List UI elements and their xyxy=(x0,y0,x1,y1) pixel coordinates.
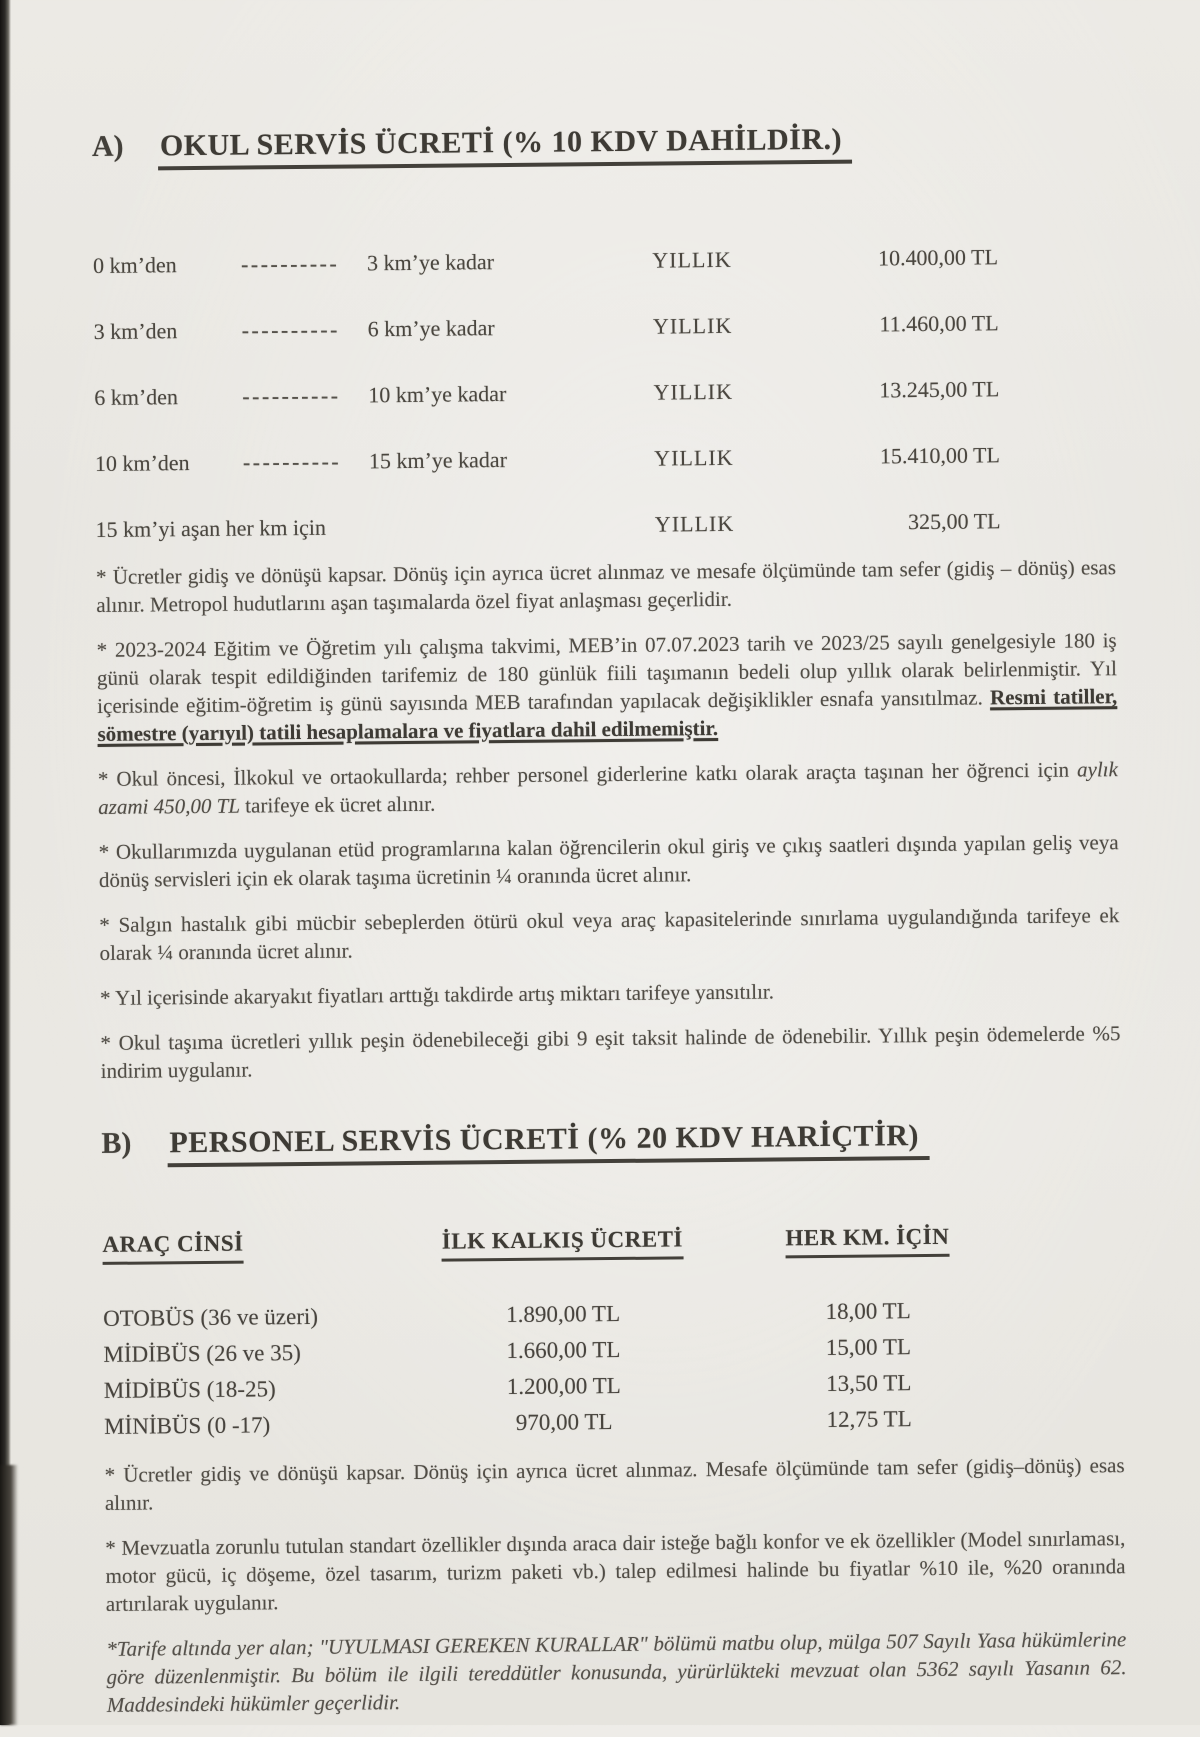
per-km-fee: 12,75 TL xyxy=(826,1406,912,1432)
distance-to: 10 km’ye kadar xyxy=(368,381,507,408)
vehicle-type: MİDİBÜS (26 ve 35) xyxy=(103,1340,301,1367)
dash-separator: ---------- xyxy=(242,382,341,409)
price-value: 11.460,00 TL xyxy=(879,310,999,337)
price-value: 325,00 TL xyxy=(907,508,1001,535)
school-fee-table xyxy=(93,242,1001,545)
vehicle-type-header: ARAÇ CİNSİ xyxy=(102,1227,402,1265)
price-value: 10.400,00 TL xyxy=(877,244,999,271)
note-a6: * Yıl içerisinde akaryakıt fiyatları arttığı takdirde artış miktarı tarifeye yansıtılır. xyxy=(99,979,775,1010)
per-km-fee: 18,00 TL xyxy=(825,1298,911,1324)
distance-from: 6 km’den xyxy=(94,384,179,410)
distance-to: 6 km’ye kadar xyxy=(367,315,495,342)
note-a7: * Okul taşıma ücretleri yıllık peşin ödenebileceği gibi 9 eşit taksit halinde de ödenebilir. Yıllık peşin ödemelerde %5 indirim uygulanır. xyxy=(100,1021,1121,1083)
distance-from: 3 km’den xyxy=(93,318,178,344)
price-value: 15.410,00 TL xyxy=(879,442,1000,469)
note-a5: * Salgın hastalık gibi mücbir sebeplerden ötürü okul veya araç kapasitelerinde sınırlama uygulandığında tarifeye ek olarak ¼ oranında ücret alınır. xyxy=(99,903,1120,965)
note-b2: * Mevzuatla zorunlu tutulan standart özellikler dışında araca dair isteğe bağlı konfor ve ek özellikler (Model sınırlaması, motor gücü, iç döşeme, özel tasarım, turizm paketi vb.) talep edilmesi halinde bu fiyatlar %10 ile, %20 oranında artırılarak uygulanır. xyxy=(105,1526,1126,1616)
distance-from: 0 km’den xyxy=(92,252,177,278)
section-a-heading xyxy=(92,120,1112,171)
vehicle-type: MİNİBÜS (0 -17) xyxy=(104,1412,271,1439)
first-departure-fee: 1.660,00 TL xyxy=(506,1336,621,1364)
note-b1: * Ücretler gidiş ve dönüşü kapsar. Dönüş için ayrıca ücret alınmaz. Mesafe ölçümünde tam sefer (gidiş–dönüş) esas alınır. xyxy=(104,1453,1125,1515)
note-b3: *Tarife altında yer alan; "UYULMASI GEREKEN KURALLAR" bölümü matbu olup, mülga 507 Sayılı Yasa hükümlerine göre düzenlenmiştir. Bu bölüm ile ilgili tereddütler konusunda, yürürlükteki mevzuat olan 5362 sayılı Yasanın 62. Maddesindeki hükümler geçerlidir. xyxy=(106,1627,1127,1717)
distance-from: 15 km’yi aşan her km için xyxy=(95,514,326,542)
note-a1: * Ücretler gidiş ve dönüşü kapsar. Dönüş için ayrıca ücret alınmaz ve mesafe ölçümünde tam sefer (gidiş – dönüş) esas alınır. Metropol hudutlarını aşan taşımalarda özel fiyat anlaşması geçerlidir. xyxy=(95,555,1117,617)
note-a2 xyxy=(97,626,1118,748)
table-row xyxy=(95,440,1000,479)
table-row xyxy=(104,1400,1014,1445)
section-b-title: PERSONEL SERVİS ÜCRETİ (% 20 KDV HARİÇTİR) xyxy=(167,1119,929,1167)
note-a3-post: tarifeye ek ücret alınır. xyxy=(239,791,436,818)
period-label: YILLIK xyxy=(654,444,734,471)
distance-to: 15 km’ye kadar xyxy=(368,447,508,474)
dash-separator: ---------- xyxy=(242,448,342,475)
table-row xyxy=(94,308,999,347)
period-label: YILLIK xyxy=(652,312,733,339)
section-b-label: B) xyxy=(101,1126,132,1160)
period-label: YILLIK xyxy=(652,246,732,273)
note-a3-italic: aylık azami 450,00 TL xyxy=(98,757,1119,819)
first-departure-header: İLK KALKIŞ ÜCRETİ xyxy=(402,1224,722,1262)
period-label: YILLIK xyxy=(653,378,734,405)
first-departure-fee: 1.890,00 TL xyxy=(506,1300,621,1328)
note-a2-main: * 2023-2024 Eğitim ve Öğretim yılı çalışma takvimi, MEB’in 07.07.2023 tarih ve 2023/25 sayılı genelgesiyle 180 iş günü olarak tespit edildiğinden tarifemiz de 180 günlük fiili taşımanın bedeli olup yıllık olarak belirlenmiştir. Yıl içerisinde eğitim-öğretim iş günü sayısında MEB tarafından yapılacak değişiklikler esnafa yansıtılmaz. xyxy=(96,628,1118,718)
per-km-fee: 15,00 TL xyxy=(825,1334,912,1360)
distance-from: 10 km’den xyxy=(94,450,190,476)
distance-to: 3 km’ye kadar xyxy=(366,249,495,276)
note-a3 xyxy=(98,755,1118,821)
document-content xyxy=(92,120,1127,1719)
note-a3-pre: * Okul öncesi, İlkokul ve ortaokullarda; rehber personel giderlerine katkı olarak araçta taşınan her öğrenci için xyxy=(97,757,1078,791)
per-km-header: HER KM. İÇİN xyxy=(722,1221,1012,1259)
note-a2-bold-underline: Resmi tatiller, sömestre (yarıyıl) tatili hesaplamalara ve fiyatlara dahil edilmemiştir. xyxy=(97,684,1118,746)
section-a-title: OKUL SERVİS ÜCRETİ (% 10 KDV DAHİLDİR.) xyxy=(158,123,853,171)
table-row xyxy=(95,506,1000,545)
dash-separator: ---------- xyxy=(240,250,340,277)
vehicle-type: OTOBÜS (36 ve üzeri) xyxy=(103,1303,319,1331)
price-value: 13.245,00 TL xyxy=(879,376,1000,403)
section-b-heading xyxy=(101,1117,1121,1168)
table-row xyxy=(94,374,999,413)
vehicle-type: MİDİBÜS (18-25) xyxy=(103,1376,276,1403)
section-a-label: A) xyxy=(91,129,124,163)
personnel-fee-table xyxy=(102,1221,1014,1445)
period-label: YILLIK xyxy=(654,510,735,537)
per-km-fee: 13,50 TL xyxy=(826,1370,912,1396)
note-a4: * Okullarımızda uygulanan etüd programlarına kalan öğrencilerin okul giriş ve çıkış saatleri dışında yapılan geliş veya dönüş servisleri için ek olarak taşıma ücretinin ¼ oranında ücret alınır. xyxy=(98,830,1119,892)
table-header-row xyxy=(102,1221,1012,1265)
table-row xyxy=(93,242,998,281)
dash-separator: ---------- xyxy=(241,316,341,343)
first-departure-fee: 970,00 TL xyxy=(515,1409,613,1435)
first-departure-fee: 1.200,00 TL xyxy=(506,1372,621,1400)
